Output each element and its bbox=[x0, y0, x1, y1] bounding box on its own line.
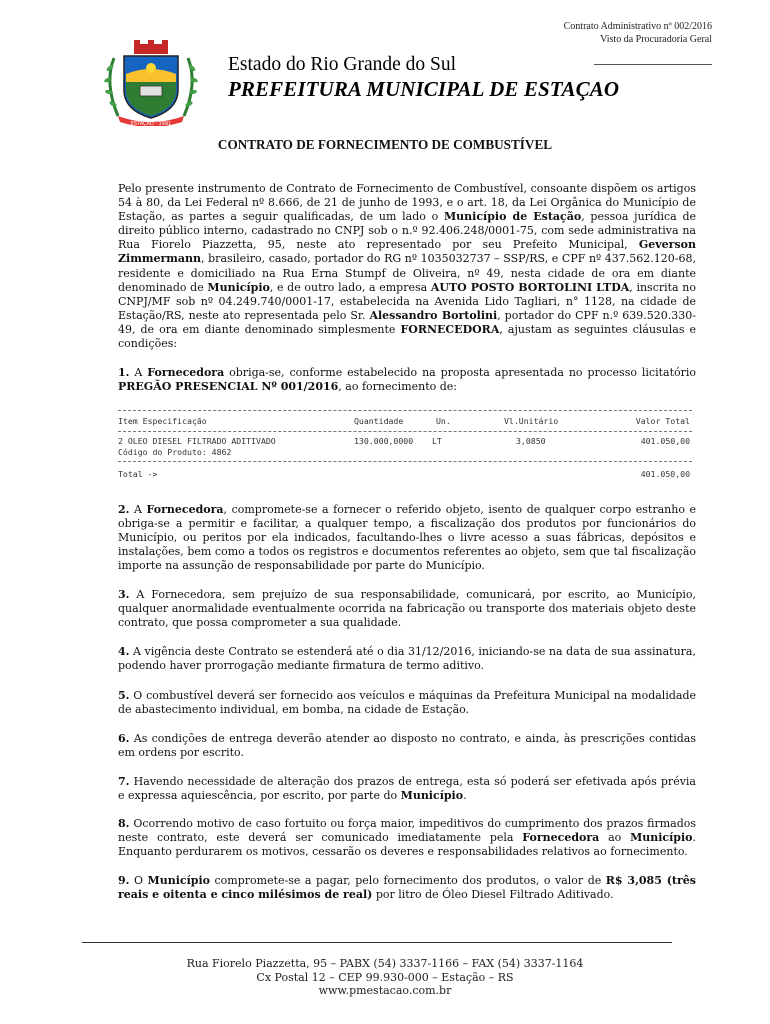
text-run: , compromete-se a fornecer o referido objeto, isento de qualquer corpo estranho e obriga-se a permitir e facilitar, a qualquer tempo, a fiscalização dos produtos por funcionários do Município, ou peritos por ela indicados, facultando-lhes o livre acesso a suas fábricas, depósitos e instalações, bem como a todos os registros e documentos referentes ao objeto, sem que tal fiscalização importe na assunção de responsabilidade por parte do Município. bbox=[118, 503, 697, 573]
bold-text: PREGÃO PRESENCIAL Nº 001/2016 bbox=[118, 380, 339, 394]
clause-5 bbox=[118, 689, 696, 717]
table-header-row bbox=[118, 416, 692, 427]
table-rule-top bbox=[118, 410, 692, 411]
text-run: A Fornecedora, sem prejuízo de sua responsabilidade, comunicará, por escrito, ao Município, qualquer anormalidade eventualmente ocorrida na fabricação ou transporte dos materiais objeto deste contrato, que possa comprometer a sua qualidade. bbox=[118, 588, 696, 630]
text-run: O combustível deverá ser fornecido aos veículos e máquinas da Prefeitura Municipal na modalidade de abastecimento individual, em bomba, na cidade de Estação. bbox=[118, 689, 696, 717]
bold-text: Fornecedora bbox=[147, 366, 225, 379]
text-run: Ocorrendo motivo de caso fortuito ou força maior, impeditivos do cumprimento dos prazos firmados neste contrato, este deverá ser comunicado imediatamente pela bbox=[118, 817, 696, 845]
bold-text: 4. bbox=[118, 645, 130, 658]
bold-text: 1. bbox=[118, 366, 130, 379]
footer-address: Rua Fiorelo Piazzetta, 95 – PABX (54) 3337-1166 – FAX (54) 3337-1164 bbox=[186, 957, 584, 970]
text-run: ao bbox=[599, 831, 631, 845]
clause-2-section bbox=[118, 503, 696, 573]
header-total: Valor Total bbox=[635, 416, 690, 426]
supply-table bbox=[118, 410, 692, 480]
bold-text: R$ 3,085 (três reais e oitenta e cinco milésimos de real) bbox=[118, 874, 696, 902]
clause-4 bbox=[118, 645, 696, 673]
table-total-row bbox=[118, 469, 692, 480]
total-label: Total -> bbox=[118, 469, 158, 479]
text-run: , inscrita no CNPJ/MF sob nº 04.249.740/0001-17, estabelecida na Avenida Lido Tagliari, n° 1128, na cidade de Estação/RS, neste ato representada pelo Sr. bbox=[118, 280, 696, 322]
bold-text: FORNECEDORA bbox=[400, 322, 500, 336]
bold-text: Fornecedora bbox=[146, 503, 224, 516]
clause-7-section bbox=[118, 775, 696, 803]
text-run: , ajustam as seguintes cláusulas e condições: bbox=[118, 322, 697, 351]
text-run: obriga-se, conforme estabelecido na proposta apresentada no processo licitatório bbox=[224, 366, 697, 379]
row-quantity: 130.000,0000 bbox=[354, 436, 414, 446]
bold-text: Município bbox=[207, 280, 270, 294]
bold-text: Alessandro Bortolini bbox=[369, 308, 498, 322]
bold-text: AUTO POSTO BORTOLINI LTDA bbox=[430, 280, 630, 294]
header-unit: Un. bbox=[436, 416, 451, 426]
row-unit-price: 3,0850 bbox=[516, 436, 546, 446]
clause-6-section bbox=[118, 732, 696, 760]
clause-1-section bbox=[118, 366, 696, 394]
row-item: 2 OLEO DIESEL FILTRADO ADITIVADO bbox=[118, 436, 276, 446]
text-run: . bbox=[463, 789, 467, 803]
bold-text: 9. bbox=[118, 874, 130, 887]
intro-paragraph bbox=[118, 182, 696, 351]
municipal-seal-logo bbox=[96, 38, 206, 126]
footer-postal: Cx Postal 12 – CEP 99.930-000 – Estação – RS bbox=[256, 970, 514, 984]
clause-3-section bbox=[118, 588, 696, 630]
clause-4-section bbox=[118, 645, 696, 673]
bold-text: 2. bbox=[118, 503, 130, 516]
clause-6 bbox=[118, 732, 696, 760]
bold-text: Município bbox=[400, 789, 464, 803]
text-run: O bbox=[129, 874, 148, 887]
row-unit: LT bbox=[432, 436, 442, 446]
text-run: Pelo presente instrumento de Contrato de Fornecimento de Combustível, consoante dispõem os artigos 54 à 80, da Lei Federal nº 8.666, de 21 de junho de 1993, e o art. 18, da Lei Orgânica do Município de Estação, as partes a seguir qualificadas, de um lado o bbox=[118, 182, 696, 224]
contract-number: Contrato Administrativo nº 002/2016 bbox=[563, 21, 712, 32]
text-run: A bbox=[129, 503, 147, 516]
bold-text: Município de Estação bbox=[444, 210, 582, 224]
text-run: por litro de Óleo Diesel Filtrado Aditivado. bbox=[372, 888, 614, 902]
clause-3 bbox=[118, 588, 696, 630]
table-rule-bottom bbox=[118, 461, 692, 462]
row-total: 401.050,00 bbox=[640, 436, 690, 446]
bold-text: Município bbox=[147, 874, 210, 887]
bold-text: 7. bbox=[118, 775, 130, 788]
footer-website[interactable]: www.pmestacao.com.br bbox=[318, 984, 452, 997]
text-run: , e de outro lado, a empresa bbox=[269, 280, 431, 294]
header-item: Item Especificação bbox=[118, 416, 207, 426]
clause-5-section bbox=[118, 689, 696, 717]
procuradoria-note: Visto da Procuradoria Geral bbox=[600, 34, 712, 45]
state-name: Estado do Rio Grande do Sul bbox=[228, 54, 457, 75]
bold-text: 6. bbox=[118, 732, 130, 745]
clause-1 bbox=[118, 366, 696, 394]
header-quantity: Quantidade bbox=[354, 416, 404, 426]
text-run: Havendo necessidade de alteração dos prazos de entrega, esta só poderá ser efetivada após prévia e expressa aquiescência, por escrito, por parte do bbox=[118, 775, 696, 803]
clause-2 bbox=[118, 503, 696, 573]
header-unit-price: Vl.Unitário bbox=[504, 416, 559, 426]
footer bbox=[0, 957, 770, 998]
bold-text: 5. bbox=[118, 689, 130, 702]
table-row bbox=[118, 436, 692, 447]
bold-text: 8. bbox=[118, 817, 130, 830]
total-value: 401.050,00 bbox=[640, 469, 690, 479]
clause-9-section bbox=[118, 874, 696, 902]
text-run: , pessoa jurídica de direito público interno, cadastrado no CNPJ sob o n.º 92.406.248/0001-75, com sede administrativa na Rua Fiorelo Piazzetta, 95, neste ato representado por seu Prefeito Municipal, bbox=[118, 210, 697, 252]
bold-text: Geverson Zimmermann bbox=[118, 238, 696, 266]
clause-7 bbox=[118, 775, 696, 803]
product-code-row bbox=[118, 447, 692, 458]
text-run: . Enquanto perdurarem os motivos, cessarão os deveres e responsabilidades relativos ao fornecimento. bbox=[118, 831, 696, 859]
bold-text: Município bbox=[630, 831, 693, 845]
signature-line bbox=[594, 64, 712, 65]
text-run: A vigência deste Contrato se estenderá até o dia 31/12/2016, iniciando-se na data de sua assinatura, podendo haver prorrogação mediante firmatura de termo aditivo. bbox=[118, 645, 696, 673]
row-product-code: Código do Produto: 4862 bbox=[118, 447, 232, 457]
prefeitura-name: PREFEITURA MUNICIPAL DE ESTAÇAO bbox=[228, 77, 620, 101]
table-rule-header bbox=[118, 431, 692, 432]
contract-reference bbox=[564, 20, 712, 46]
clause-8 bbox=[118, 817, 696, 859]
text-run: , brasileiro, casado, portador do RG nº 1035032737 – SSP/RS, e CPF nº 437.562.120-68, residente e domiciliado na Rua Erna Stumpf de Oliveira, nº 49, nesta cidade de ora em diante denominado de bbox=[118, 252, 696, 294]
text-run: , portador do CPF n.º 639.520.330-49, de ora em diante denominado simplesmente bbox=[118, 308, 696, 336]
clause-8-section bbox=[118, 817, 696, 859]
text-run: compromete-se a pagar, pelo fornecimento dos produtos, o valor de bbox=[209, 874, 606, 887]
bold-text: Fornecedora bbox=[522, 831, 600, 845]
svg-text:ESTAÇÃO · 1991: ESTAÇÃO · 1991 bbox=[130, 121, 172, 126]
footer-divider bbox=[82, 942, 672, 943]
document-title: CONTRATO DE FORNECIMENTO DE COMBUSTÍVEL bbox=[217, 137, 553, 152]
intro-section bbox=[118, 182, 696, 351]
bold-text: 3. bbox=[118, 588, 130, 601]
text-run: As condições de entrega deverão atender ao disposto no contrato, e ainda, às prescrições contidas em ordens por escrito. bbox=[118, 732, 696, 760]
clause-9 bbox=[118, 874, 696, 902]
text-run: , ao fornecimento de: bbox=[338, 380, 458, 394]
text-run: A bbox=[129, 366, 148, 379]
